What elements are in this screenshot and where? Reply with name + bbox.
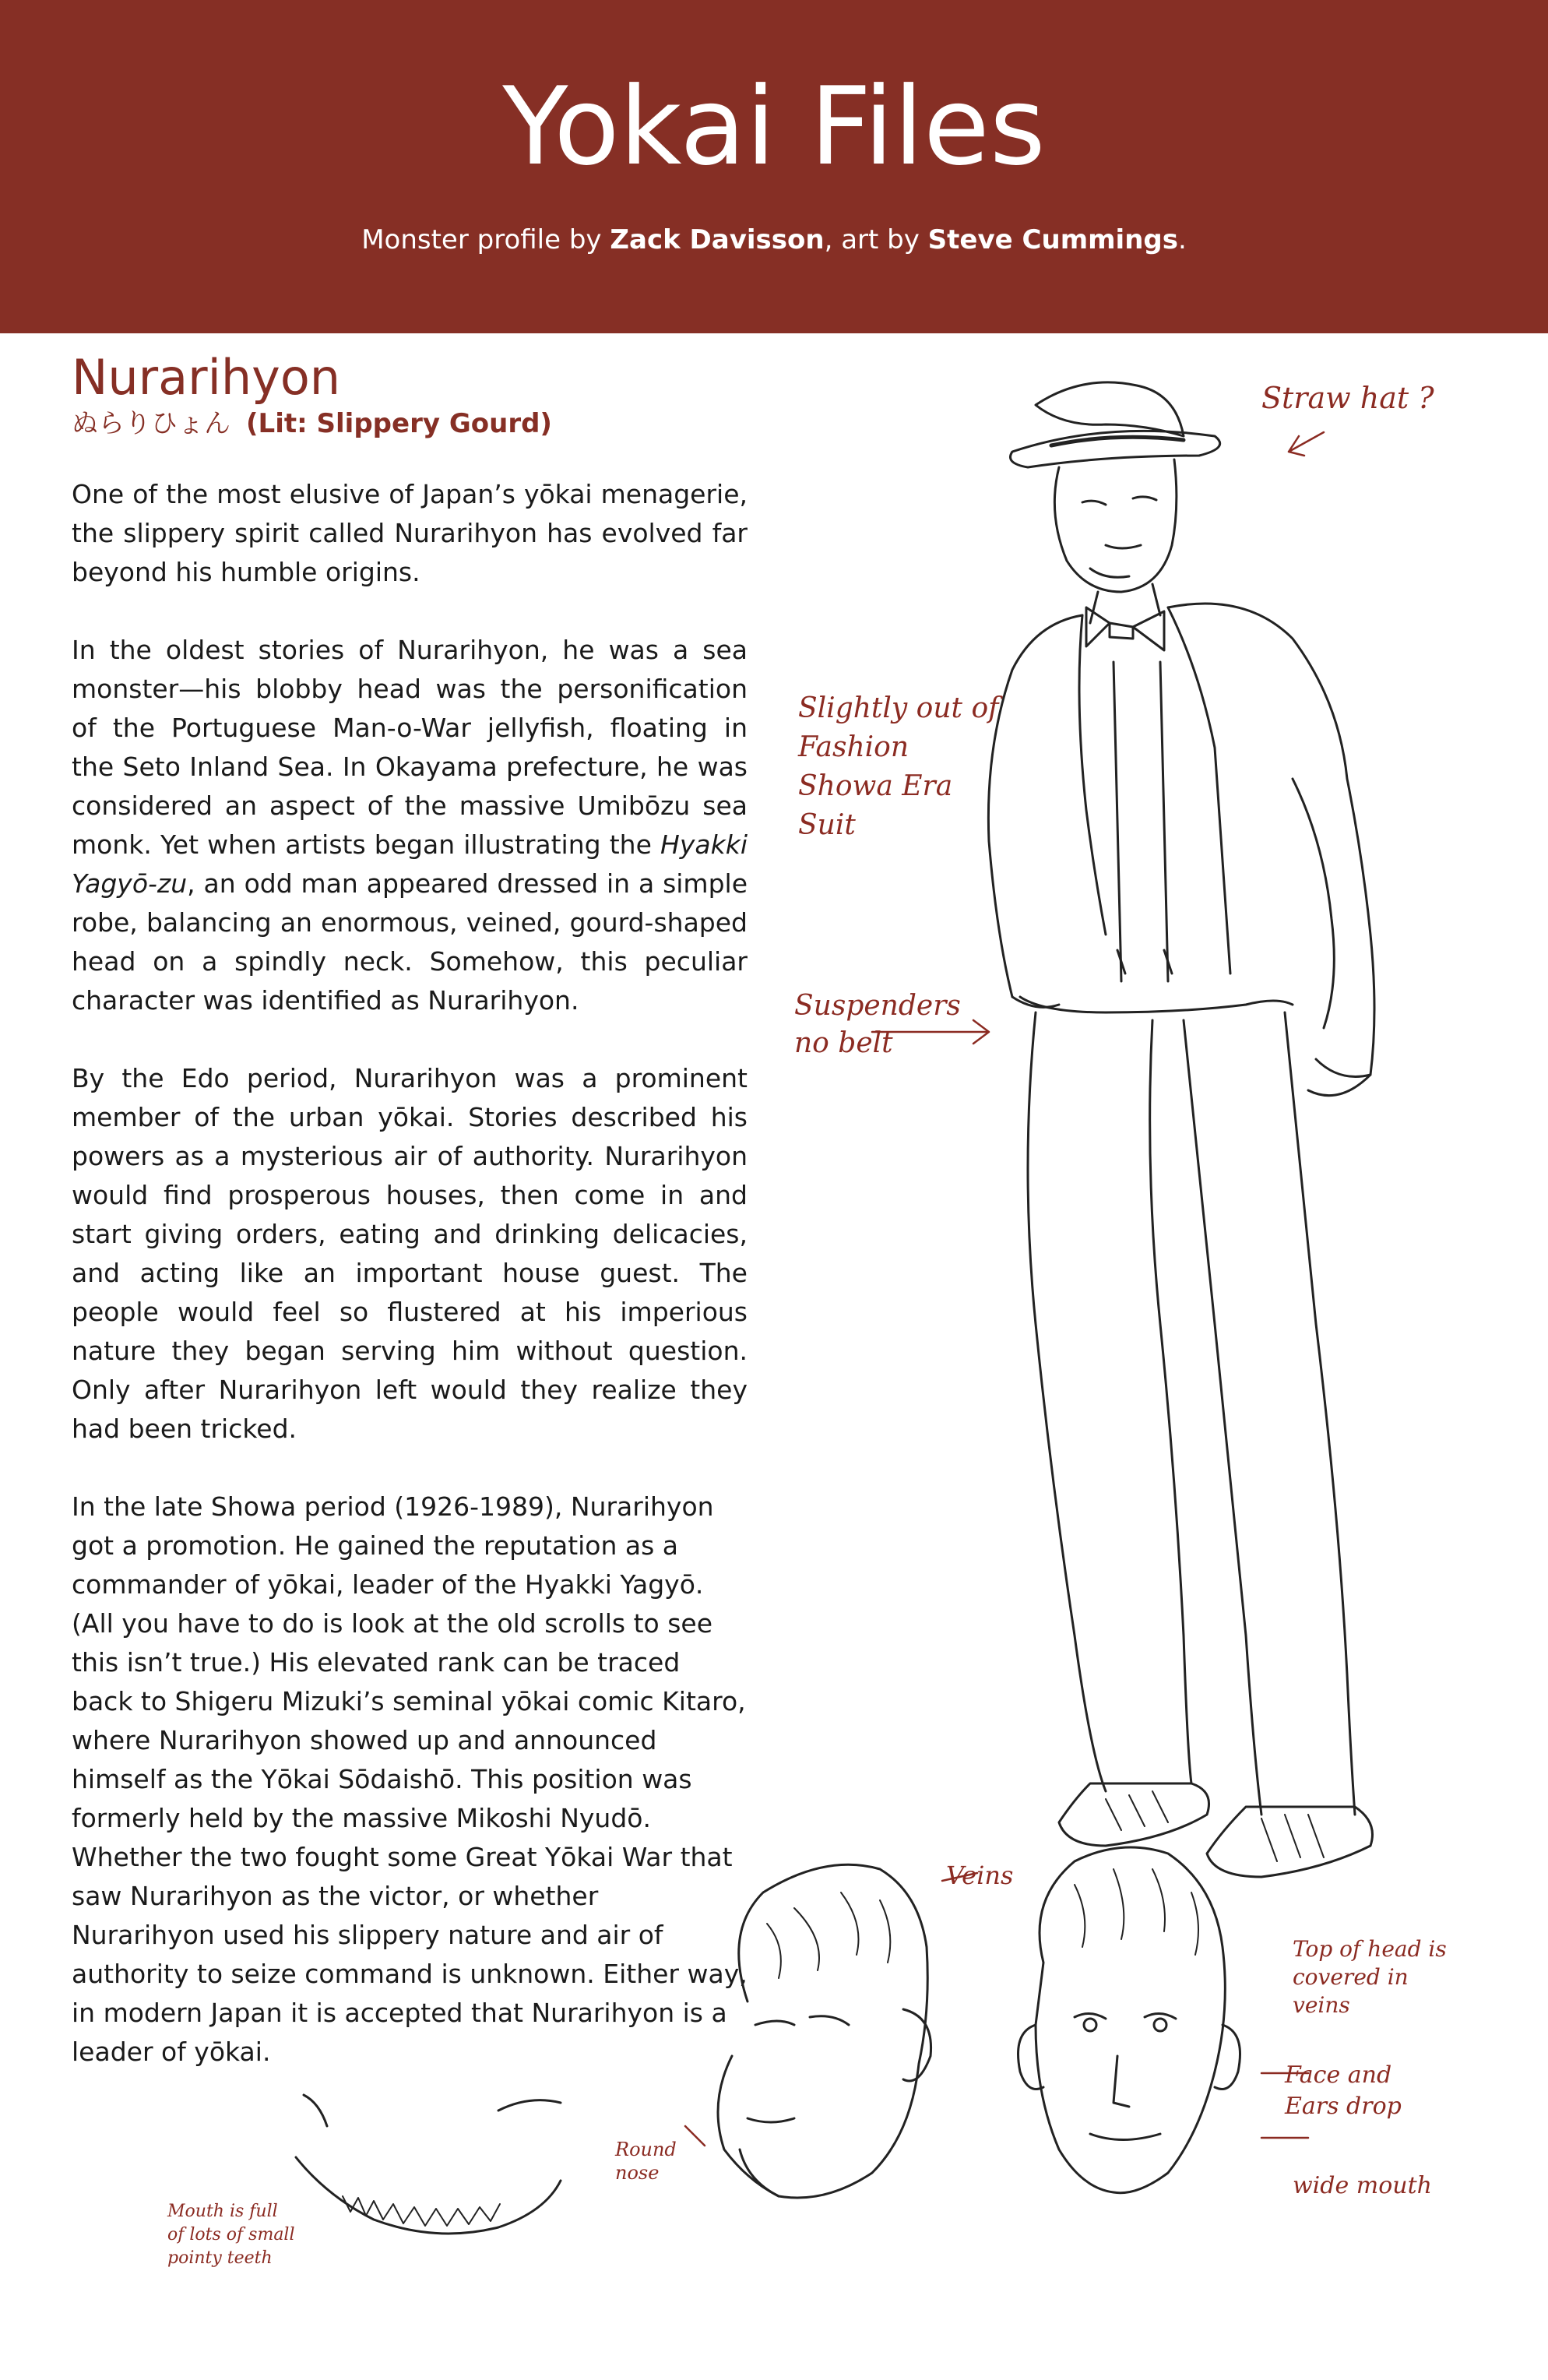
note-wide-mouth: wide mouth	[1293, 2172, 1432, 2199]
paragraph-3: By the Edo period, Nurarihyon was a prominent member of the urban yōkai. Stories described his powers as a mysterious air of authority. Nurarihyon would find prosperous houses, then come in and start giving orders, eating and drinking delicacies, and acting like an important house guest. The people would feel so flustered at his imperious nature they began serving him without question. Only after Nurarihyon left would they realize they had been tricked.	[72, 1063, 748, 1444]
byline-prefix: Monster profile by	[361, 224, 610, 255]
paragraph-4: In the late Showa period (1926-1989), Nurarihyon got a promotion. He gained the reputation as a commander of yōkai, leader of the Hyakki Yagyō. (All you have to do is look at the old scrolls to see this isn’t true.) His elevated rank can be traced back to Shigeru Mizuki’s seminal yōkai comic Kitaro, where Nurarihyon showed up and announced himself as the Yōkai Sōdaishō. This position was formerly held by the massive Mikoshi Nyudō. Whether the two fought some Great Yōkai War that saw Nurarihyon as the victor, or whether Nurarihyon used his slippery nature and air of authority to seize command is unknown. Either way, in modern Japan it is accepted that Nurarihyon is a leader of yōkai.	[72, 1491, 748, 2067]
full-body-figure	[988, 382, 1374, 1877]
page-title: Yokai Files	[502, 64, 1046, 189]
writer-name: Zack Davisson	[610, 224, 825, 255]
paragraph-2-text-a: In the oldest stories of Nurarihyon, he was a sea monster—his blobby head was the personification of the Portuguese Man-o-War jellyfish, floating in the Seto Inland Sea. In Okayama prefecture, he was considered an aspect of the massive Umibōzu sea monk. Yet when artists began illustrating the	[72, 635, 748, 860]
note-suspenders: Suspenders no belt	[794, 990, 961, 1059]
byline-suffix: .	[1177, 224, 1187, 255]
paragraph-2-text-b: , an odd man appeared dressed in a simple robe, balancing an enormous, veined, gourd-shaped head on a spindly neck. Somehow, this peculiar character was identified as Nurarihyon.	[72, 868, 748, 1016]
note-straw-hat: Straw hat ?	[1261, 381, 1434, 415]
note-round-nose: Round nose	[615, 2139, 677, 2184]
note-suit: Slightly out of Fashion Showa Era Suit	[798, 692, 999, 841]
note-face-ears: Face and Ears drop	[1285, 2061, 1402, 2120]
head-sketch-three-quarter	[718, 1864, 931, 2198]
paragraph-1: One of the most elusive of Japan’s yōkai menagerie, the slippery spirit called Nurarihyon has evolved far beyond his humble origins.	[72, 479, 748, 587]
literal-translation: (Lit: Slippery Gourd)	[246, 408, 552, 439]
head-sketch-front	[1019, 1847, 1240, 2193]
entry-name: Nurarihyon	[72, 349, 341, 406]
note-top-of-head: Top of head is covered in veins	[1293, 1936, 1447, 2018]
mouth-sketch	[296, 2095, 561, 2234]
japanese-name: ぬらりひょん	[72, 408, 230, 439]
artist-name: Steve Cummings	[927, 224, 1178, 255]
byline-mid: , art by	[824, 224, 928, 255]
note-veins: Veins	[946, 1861, 1014, 1890]
scroll-title: Hyakki Yagyō-zu	[72, 829, 748, 899]
note-mouth-teeth: Mouth is full of lots of small pointy teeth	[167, 2202, 295, 2268]
